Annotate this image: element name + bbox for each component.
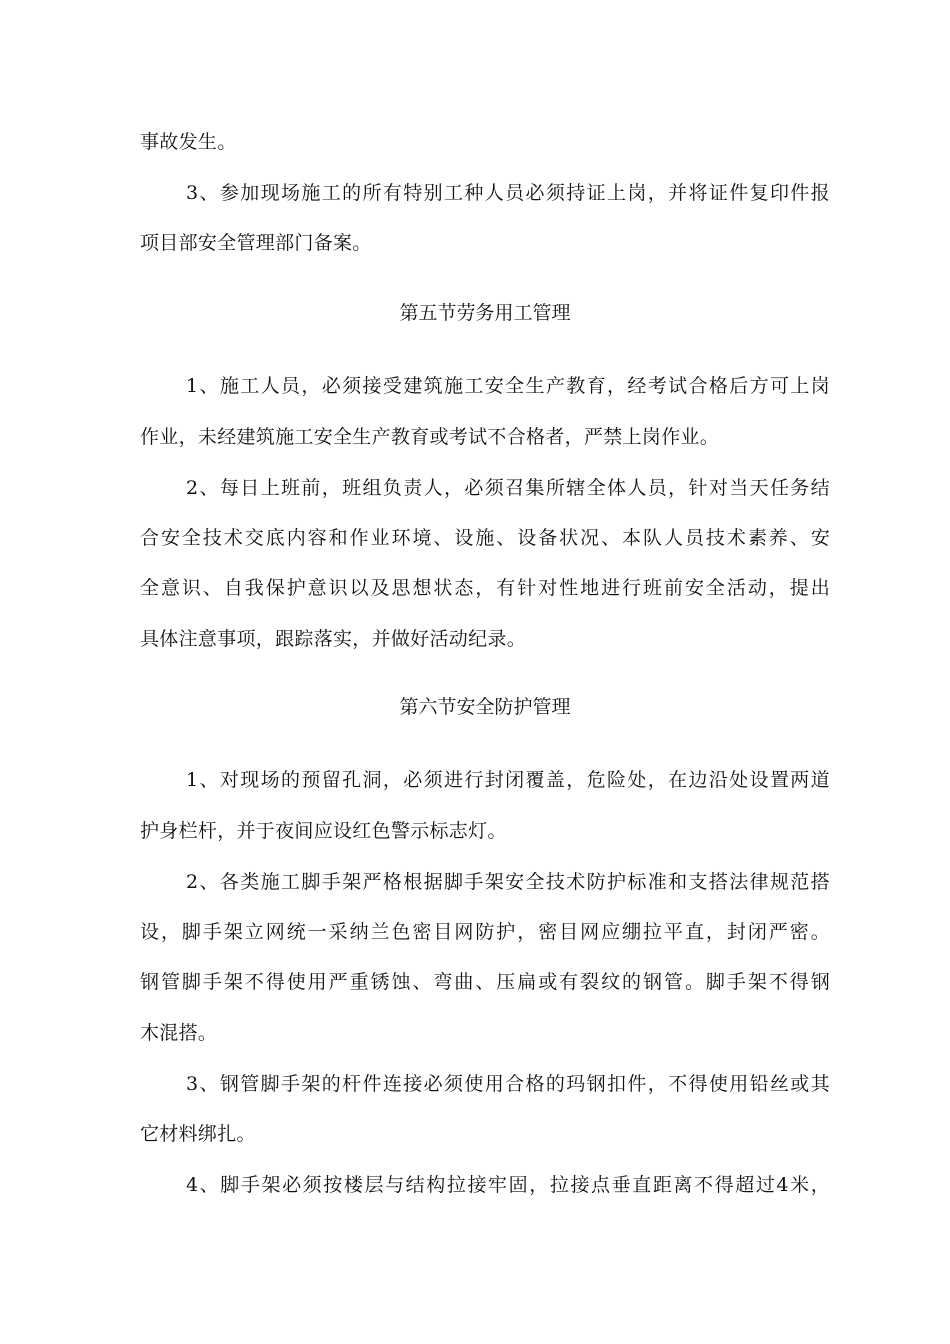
paragraph-line: 2、每日上班前，班组负责人，必须召集所辖全体人员，针对当天任务结 — [186, 477, 830, 499]
paragraph-line: 护身栏杆，并于夜间应设红色警示标志灯。 — [140, 820, 507, 842]
paragraph-line: 钢管脚手架不得使用严重锈蚀、弯曲、压扁或有裂纹的钢管。脚手架不得钢 — [140, 971, 830, 993]
paragraph-line: 设，脚手架立网统一采纳兰色密目网防护，密目网应绷拉平直，封闭严密。 — [140, 921, 830, 943]
paragraph-line: 1、施工人员，必须接受建筑施工安全生产教育，经考试合格后方可上岗 — [186, 375, 830, 397]
paragraph-line: 事故发生。 — [140, 131, 237, 153]
paragraph-line: 项目部安全管理部门备案。 — [140, 232, 372, 254]
section-heading: 第五节劳务用工管理 — [399, 302, 571, 324]
section-heading: 第六节安全防护管理 — [399, 696, 571, 718]
paragraph-line: 合安全技术交底内容和作业环境、设施、设备状况、本队人员技术素养、安 — [140, 527, 830, 549]
paragraph-line: 全意识、自我保护意识以及思想状态，有针对性地进行班前安全活动，提出 — [140, 577, 830, 599]
paragraph-line: 3、参加现场施工的所有特别工种人员必须持证上岗，并将证件复印件报 — [186, 182, 830, 204]
paragraph-line: 1、对现场的预留孔洞，必须进行封闭覆盖，危险处，在边沿处设置两道 — [186, 769, 830, 791]
paragraph-line: 作业，未经建筑施工安全生产教育或考试不合格者，严禁上岗作业。 — [140, 426, 720, 448]
paragraph-line: 4、脚手架必须按楼层与结构拉接牢固，拉接点垂直距离不得超过4米， — [186, 1174, 830, 1196]
paragraph-line: 它材料绑扎。 — [140, 1123, 256, 1145]
paragraph-line: 2、各类施工脚手架严格根据脚手架安全技术防护标准和支搭法律规范搭 — [186, 871, 830, 893]
paragraph-line: 木混搭。 — [140, 1022, 218, 1044]
paragraph-line: 具体注意事项，跟踪落实，并做好活动纪录。 — [140, 628, 527, 650]
paragraph-line: 3、钢管脚手架的杆件连接必须使用合格的玛钢扣件，不得使用铅丝或其 — [186, 1073, 830, 1095]
